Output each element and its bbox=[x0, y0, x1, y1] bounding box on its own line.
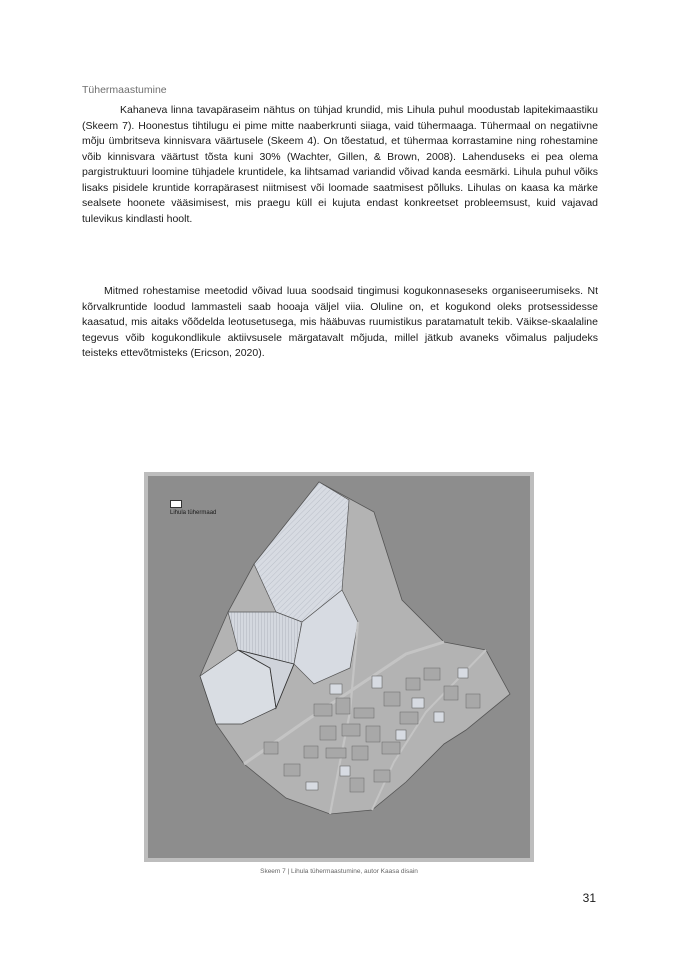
section-heading: Tühermaastumine bbox=[82, 84, 167, 96]
body-paragraph-2: Mitmed rohestamise meetodid võivad luua soodsaid tingimusi kogukonnaseseks organiseerumiseks. Nt kõrvalkruntide loodud lammasteli saab hooaja väljel viia. Oluline on, et kogukond oleks protsessidesse kaasatud, mis aitaks võõdelda leotusetusega, mis hääbuvas ruumistikus paratamatult tekib. Väikse-skaalaline tegevus võib kogukondlikule aktiivsusele märgatavalt mõjuda, millel jätkub avaneks võimalus paljudeks teisteks ettevõtmisteks (Ericson, 2020). bbox=[82, 285, 598, 359]
body-paragraph-1: Kahaneva linna tavapäraseim nähtus on tühjad krundid, mis Lihula puhul moodustab lapitekimaastiku (Skeem 7). Hoonestus tihtilugu ei pime mitte naaberkrunti siiaga, vaid tühermaaga. Tühermaal on negatiivne mõju ümbritseva kinnisvara väärtusele (Skeem 4). On tõestatud, et tühermaa korrastamine ning rohestamine võib kinnisvara väärtust tõsta kuni 30% (Wachter, Gillen, & Brown, 2008). Lahenduseks ei pea olema pargistruktuuri loomine tühjadele kruntidele, ka lihtsamad variandid võivad kanda eesmärki. Lihula puhul võiks lisaks pisidele kruntide korrapärasest niitmisest või loomade saatmisest põlluks. Lihulas on kaasa ka märke sealsete hoonete vääsimisest, mis praegu küll ei kujuta endast konkreetset probleemsust, kuid vajavad tulevikus kindlasti hoolt. bbox=[82, 104, 598, 225]
page-number: 31 bbox=[582, 891, 596, 905]
map-graphic bbox=[144, 472, 534, 862]
figure-caption: Skeem 7 | Lihula tühermaastumine, autor Kaasa disain bbox=[260, 868, 418, 875]
legend-title: Lihula tühermaad bbox=[170, 510, 217, 516]
map-legend bbox=[170, 500, 230, 518]
vacant-land-map bbox=[144, 472, 534, 862]
legend-swatch bbox=[170, 500, 182, 508]
